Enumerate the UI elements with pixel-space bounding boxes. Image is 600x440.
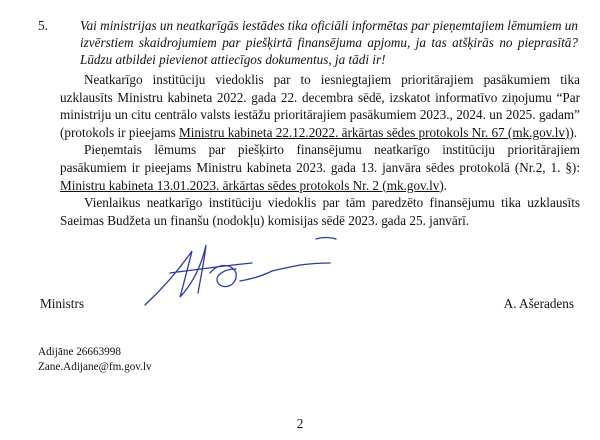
signatory-role: Ministrs (40, 296, 84, 311)
paragraph-1-text: Neatkarīgo institūciju viedoklis par to iesniegtajiem prioritārajiem pasākumiem tika uzklausīts Ministru kabineta 2022. gada 22. decembra sēdē, izskatot informatīvo ziņojumu “Par ministriju un citu centrālo valsts iestāžu prioritārajiem pasākumiem 2023., 2024. un 2025. gadam” (protokols ir pieejams (60, 72, 580, 140)
paragraph-3: Vienlaikus neatkarīgo institūciju viedoklis par tām paredzēto finansējumu tika uzklausīts Saeimas Budžeta un finanšu (nodokļu) komisijas sēdē 2023. gada 25. janvārī. (60, 195, 580, 228)
question-block (38, 17, 578, 69)
handwritten-signature (140, 233, 350, 313)
answer-body (60, 71, 580, 229)
page-number: 2 (296, 416, 304, 431)
question-number: 5. (38, 18, 48, 33)
paragraph-2-text: Pieņemtais lēmums par piešķirto finansējumu neatkarīgo institūciju prioritārajiem pasākumiem ir pieejams Ministru kabineta 2023. gada 13. janvāra sēdes protokolā (Nr.2, 1. §): (60, 142, 580, 175)
paragraph-1 (60, 71, 580, 141)
protocol-67-link[interactable]: Ministru kabineta 22.12.2022. ārkārtas sēdes protokols Nr. 67 (mk.gov.lv) (179, 124, 570, 140)
question-text: Vai ministrijas un neatkarīgās iestādes tika oficiāli informētas par pieņemtajiem lēmumiem un izvērstiem skaidrojumiem par piešķirtā finansējuma apjomu, ja tas atšķirās no pieprasītā? Lūdzu atbildei pievienot attiecīgos dokumentus, ja tādi ir! (80, 18, 578, 68)
signatory-name: A. Ašeradens (503, 296, 574, 311)
paragraph-1-end: ). (569, 124, 578, 140)
paragraph-2-end: . (443, 177, 448, 193)
contact-email: Zane.Adijane@fm.gov.lv (38, 360, 152, 373)
contact-info (38, 345, 152, 374)
contact-phone: Adijāne 26663998 (38, 346, 121, 358)
protocol-2-link[interactable]: Ministru kabineta 13.01.2023. ārkārtas sēdes protokols Nr. 2 (mk.gov.lv) (60, 177, 444, 193)
paragraph-2 (60, 141, 580, 194)
